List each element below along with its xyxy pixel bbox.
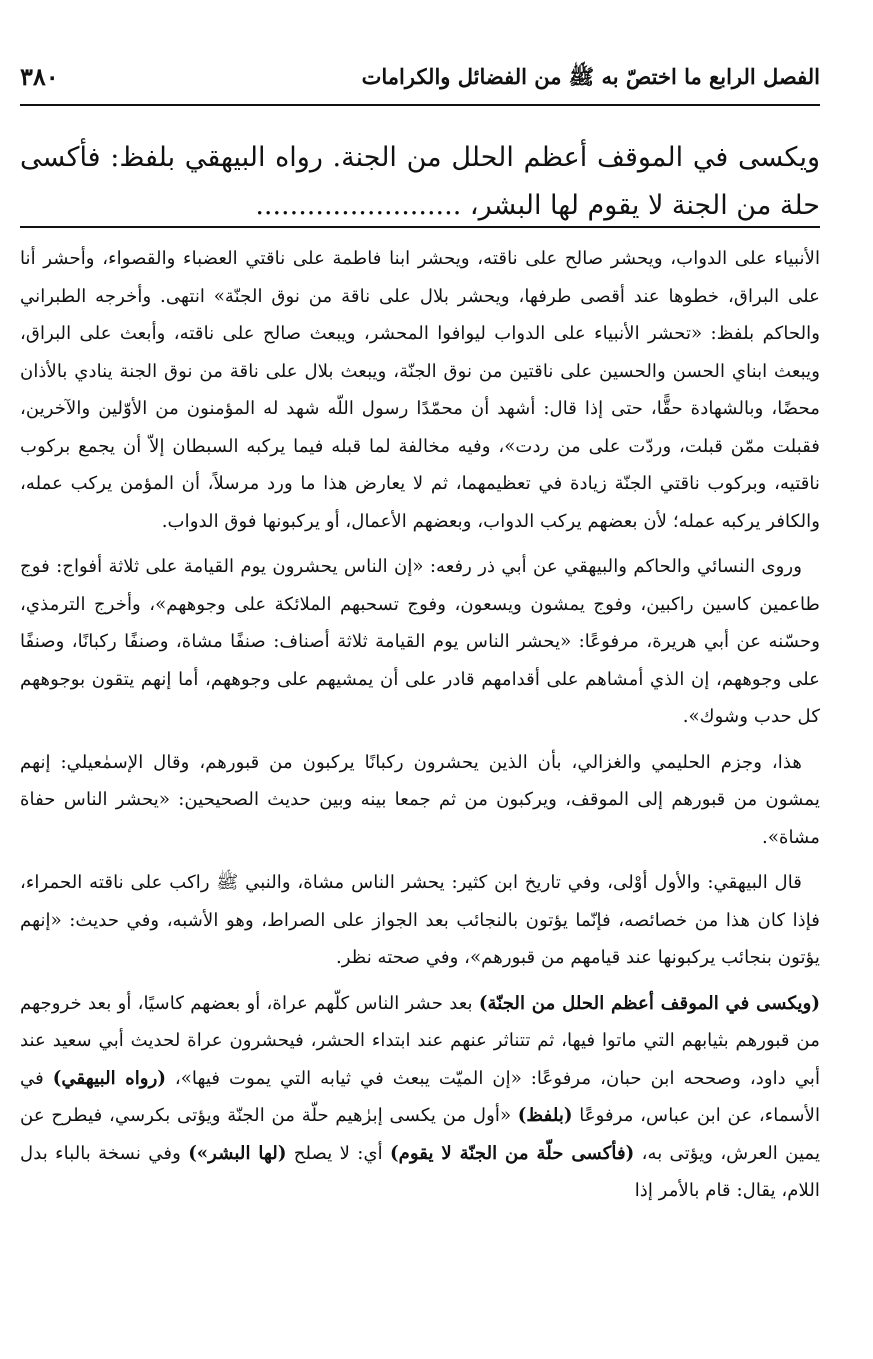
quoted-matn-4: (فأكسى حلّة من الجنّة لا يقوم)	[390, 1142, 635, 1164]
commentary-paragraph-1: الأنبياء على الدواب، ويحشر صالح على ناقته، ويحشر ابنا فاطمة على ناقتي العضباء والقصواء، وأحشر أنا على البراق، خطوها عند أقصى طرفها، ويحشر بلال على ناقة من نوق الجنّة» انتهى. وأخرجه الطبراني والحاكم بلفظ: «تحشر الأنبياء على الدواب ليوافوا المحشر، ويبعث صالح على ناقته، وأبعث على البراق، ويبعث ابناي الحسن والحسين على ناقتين من نوق الجنّة، ويبعث بلال على ناقة من نوق الجنة ينادي بالأذان محضًا، وبالشهادة حقًّا، حتى إذا قال: أشهد أن محمّدًا رسول اللّه شهد له المؤمنون من الأوّلين والآخرين، فقبلت ممّن قبلت، وردّت على من ردت»، وفيه مخالفة لما قبله فيما يركبه السبطان إلاّ أن يجمع بركوب ناقتيه، وبركوب ناقتي الجنّة زيادة في تعظيمهما، ثم لا يعارض هذا ما ورد مرسلاً، أن المؤمن يركب عمله، والكافر يركبه عمله؛ لأن بعضهم يركب الدواب، وبعضهم الأعمال، أو يركبونها فوق الدواب.	[20, 248, 820, 532]
main-text-body: ويكسى في الموقف أعظم الحلل من الجنة. رواه البيهقي بلفظ: فأكسى حلة من الجنة لا يقوم لها البشر،	[20, 142, 820, 221]
commentary-text-4: أي: لا يصلح	[286, 1142, 391, 1164]
header-divider	[20, 104, 820, 106]
commentary-paragraph-2: وروى النسائي والحاكم والبيهقي عن أبي ذر رفعه: «إن الناس يحشرون يوم القيامة على ثلاثة أفواج: فوج طاعمين كاسين راكبين، وفوج يمشون ويسعون، وفوج تسحبهم الملائكة على وجوههم»، وأخرج الترمذي، وحسّنه عن أبي هريرة، مرفوعًا: «يحشر الناس يوم القيامة ثلاثة أصناف: صنفًا مشاة، وصنفًا ركبانًا، وصنفًا على وجوههم، إن الذي أمشاهم على أقدامهم قادر على أن يمشيهم على وجوههم، أما إنهم يتقون بوجوههم كل حدب وشوك».	[20, 556, 820, 727]
page-header	[20, 58, 820, 102]
commentary-text-3: «أول من يكسى إبرٰهيم حلّة من الجنّة ويؤتى بكرسي، فيطرح عن يمين العرش، ويؤتى به،	[20, 1105, 821, 1164]
commentary-text-5: وفي نسخة بالباء بدل اللام، يقال: قام بالأمر إذا	[20, 1142, 820, 1201]
commentary-paragraph-4: قال البيهقي: والأول أوْلى، وفي تاريخ ابن كثير: يحشر الناس مشاة، والنبي ﷺ راكب على ناقته الحمراء، فإذا كان هذا من خصائصه، فإنّما يؤتون بالنجائب بعد الجواز على الصراط، وهو الأشبه، وفي حديث: «إنهم يؤتون بنجائب يركبونها عند قيامهم من قبورهم»، وفي صحته نظر.	[20, 872, 820, 968]
quoted-matn-5: (لها البشر»)	[188, 1142, 287, 1164]
quoted-matn-2: (رواه البيهقي)	[52, 1067, 166, 1089]
book-page	[20, 0, 820, 1359]
main-text	[20, 134, 820, 230]
main-text-divider	[20, 226, 820, 228]
commentary	[20, 240, 820, 1218]
chapter-title: الفصل الرابع ما اختصّ به ﷺ من الفضائل والكرامات	[361, 64, 820, 89]
commentary-paragraph-5	[20, 985, 820, 1210]
main-text-dots: ........................	[255, 190, 462, 221]
quoted-matn-1: (ويكسى في الموقف أعظم الحلل من الجنّة)	[478, 992, 821, 1014]
commentary-text-2: في الأسماء، عن ابن عباس، مرفوعًا	[20, 1067, 820, 1126]
commentary-paragraph-3: هذا، وجزم الحليمي والغزالي، بأن الذين يحشرون ركبانًا يركبون من قبورهم، وقال الإسمٰعيلي: إنهم يمشون من قبورهم إلى الموقف، ويركبون من ثم جمعا بينه وبين حديث الصحيحين: «يحشر الناس حفاة مشاة».	[20, 751, 820, 848]
commentary-text-1: بعد حشر الناس كلّهم عراة، أو بعضهم كاسيًا، أو بعد خروجهم من قبورهم بثيابهم التي ماتوا فيها، ثم تتناثر عنهم عند ابتداء الحشر، فيحشرون عراة لحديث أبي سعيد عند أبي داود، وصححه ابن حبان، مرفوعًا: «إن الميّت يبعث في ثيابه التي يموت فيها»،	[20, 992, 820, 1089]
main-text-paragraph	[20, 134, 820, 230]
quoted-matn-3: (بلفظ)	[517, 1105, 573, 1126]
page-number: ٣٨٠	[20, 62, 59, 91]
